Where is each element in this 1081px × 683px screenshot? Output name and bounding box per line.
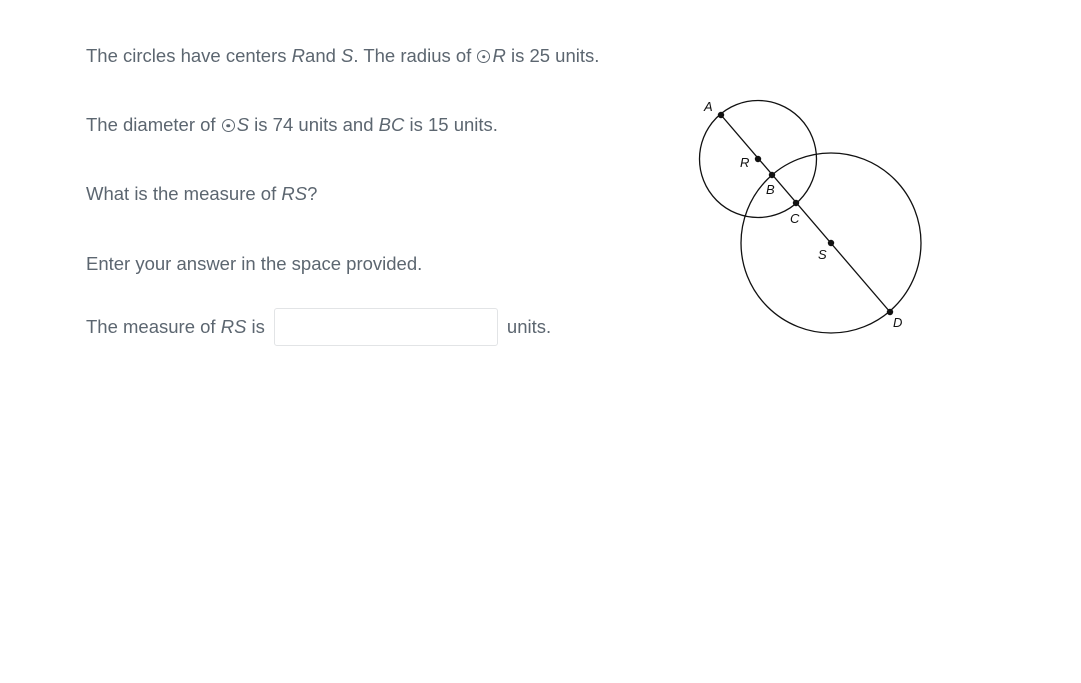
question-line-diameter	[86, 114, 498, 136]
label-b: B	[766, 182, 775, 197]
answer-units: units.	[506, 316, 552, 337]
var-s: S	[236, 114, 250, 135]
instruction-text: Enter your answer in the space provided.	[86, 253, 423, 274]
label-d: D	[893, 315, 903, 330]
point-c	[793, 200, 799, 206]
answer-row	[86, 308, 551, 346]
point-r	[755, 156, 761, 162]
text: The diameter of	[86, 114, 221, 135]
answer-var: RS	[220, 316, 247, 337]
text: is 15 units.	[404, 114, 498, 135]
answer-input[interactable]	[274, 308, 498, 346]
point-s	[828, 240, 834, 246]
point-a	[718, 112, 724, 118]
text: is 74 units and	[249, 114, 379, 135]
var-s: S	[341, 45, 354, 66]
question-prompt	[86, 183, 317, 205]
var-r: R	[492, 45, 506, 66]
circle-symbol-icon	[222, 119, 235, 132]
text: and	[305, 45, 342, 66]
var-rs: RS	[281, 183, 308, 204]
var-bc: BC	[378, 114, 405, 135]
label-r: R	[740, 155, 750, 170]
label-s: S	[818, 247, 827, 262]
text: is 25 units.	[505, 45, 600, 66]
answer-is: is	[246, 316, 265, 337]
point-b	[769, 172, 775, 178]
circles-figure	[690, 92, 930, 337]
answer-prefix: The measure of	[86, 316, 221, 337]
text: . The radius of	[353, 45, 477, 66]
label-c: C	[790, 211, 800, 226]
label-a: A	[704, 99, 713, 114]
question-line-centers	[86, 45, 599, 67]
circle-symbol-icon	[477, 50, 490, 63]
text: What is the measure of	[86, 183, 282, 204]
var-r: R	[291, 45, 306, 66]
text: ?	[307, 183, 318, 204]
text: The circles have centers	[86, 45, 292, 66]
